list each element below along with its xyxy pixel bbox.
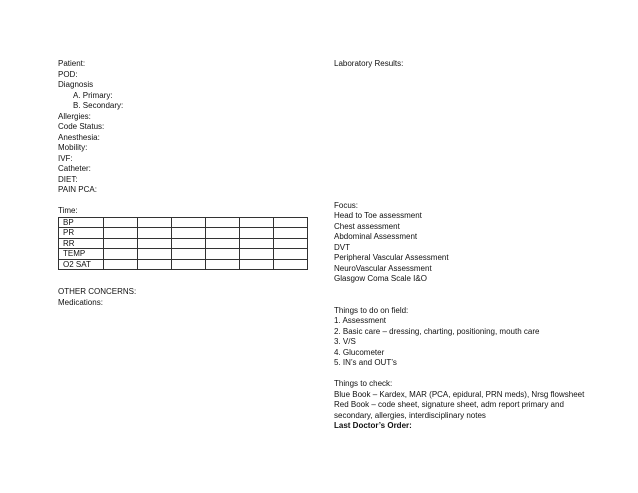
focus-title: Focus: [334,200,359,210]
field-tasks-title: Things to do on field: [334,305,409,315]
focus-item: Chest assessment [334,221,400,231]
vital-cell[interactable] [205,238,239,249]
field-task-item: 1. Assessment [334,316,387,325]
vital-cell[interactable] [239,228,273,239]
vital-cell[interactable] [205,228,239,239]
table-row [59,238,308,249]
vital-signs-table [58,217,308,271]
vital-cell[interactable] [137,228,171,239]
catheter-label: Catheter: [58,164,91,173]
allergies-label: Allergies: [58,111,91,121]
vital-cell[interactable] [137,217,171,228]
vital-cell[interactable] [239,259,273,270]
vital-label-o2sat: O2 SAT [59,259,104,270]
field-task-item: 2. Basic care – dressing, charting, positioning, mouth care [334,326,540,336]
field-task-item: 5. IN’s and OUT’s [334,358,397,367]
table-row [59,228,308,239]
diagnosis-primary-label: A. Primary: [73,90,113,100]
vital-cell[interactable] [103,249,137,260]
focus-item: Peripheral Vascular Assessment [334,253,449,262]
focus-item: DVT [334,242,350,252]
vital-label-rr: RR [59,238,104,249]
check-line: secondary, allergies, interdisciplinary notes [334,410,486,420]
pain-pca-label: PAIN PCA: [58,185,97,194]
patient-info-column [58,59,308,308]
pod-label: POD: [58,69,78,79]
focus-item: NeuroVascular Assessment [334,263,432,273]
focus-item: Abdominal Assessment [334,232,418,241]
lab-results-label: Laboratory Results: [334,59,404,68]
ivf-label: IVF: [58,153,73,163]
code-status-label: Code Status: [58,122,105,131]
field-task-item: 3. V/S [334,337,356,346]
vital-cell[interactable] [205,259,239,270]
vital-cell[interactable] [273,238,307,249]
vital-cell[interactable] [137,249,171,260]
vital-label-bp: BP [59,217,104,228]
vital-cell[interactable] [171,217,205,228]
mobility-label: Mobility: [58,143,88,152]
table-row [59,217,308,228]
last-doctor-order-label: Last Doctor’s Order: [334,421,412,430]
check-line: Blue Book – Kardex, MAR (PCA, epidural, PRN meds), Nrsg flowsheet [334,389,585,399]
vital-cell[interactable] [239,217,273,228]
diet-label: DIET: [58,174,78,184]
vital-cell[interactable] [205,217,239,228]
check-line: Red Book – code sheet, signature sheet, adm report primary and [334,400,564,409]
vital-cell[interactable] [273,249,307,260]
vital-cell[interactable] [103,259,137,270]
table-row [59,259,308,270]
other-concerns-label: OTHER CONCERNS: [58,287,137,296]
vital-cell[interactable] [103,217,137,228]
vital-label-temp: TEMP [59,249,104,260]
table-row [59,249,308,260]
focus-item: Glasgow Coma Scale I&O [334,274,427,283]
vital-cell[interactable] [273,259,307,270]
reference-column [334,59,624,432]
vital-cell[interactable] [273,217,307,228]
medications-label: Medications: [58,297,103,307]
vital-cell[interactable] [137,238,171,249]
vital-label-pr: PR [59,228,104,239]
anesthesia-label: Anesthesia: [58,132,100,142]
vital-cell[interactable] [103,228,137,239]
vital-cell[interactable] [239,249,273,260]
vital-cell[interactable] [137,259,171,270]
vital-cell[interactable] [171,238,205,249]
check-title: Things to check: [334,379,393,388]
focus-item: Head to Toe assessment [334,211,422,220]
vital-cell[interactable] [171,259,205,270]
vital-cell[interactable] [103,238,137,249]
vital-cell[interactable] [273,228,307,239]
patient-label: Patient: [58,59,86,68]
field-task-item: 4. Glucometer [334,347,385,357]
time-label: Time: [58,206,78,215]
vital-cell[interactable] [205,249,239,260]
diagnosis-label: Diagnosis [58,80,94,89]
diagnosis-secondary-label: B. Secondary: [73,101,124,110]
vital-cell[interactable] [171,228,205,239]
vital-cell[interactable] [239,238,273,249]
vital-cell[interactable] [171,249,205,260]
